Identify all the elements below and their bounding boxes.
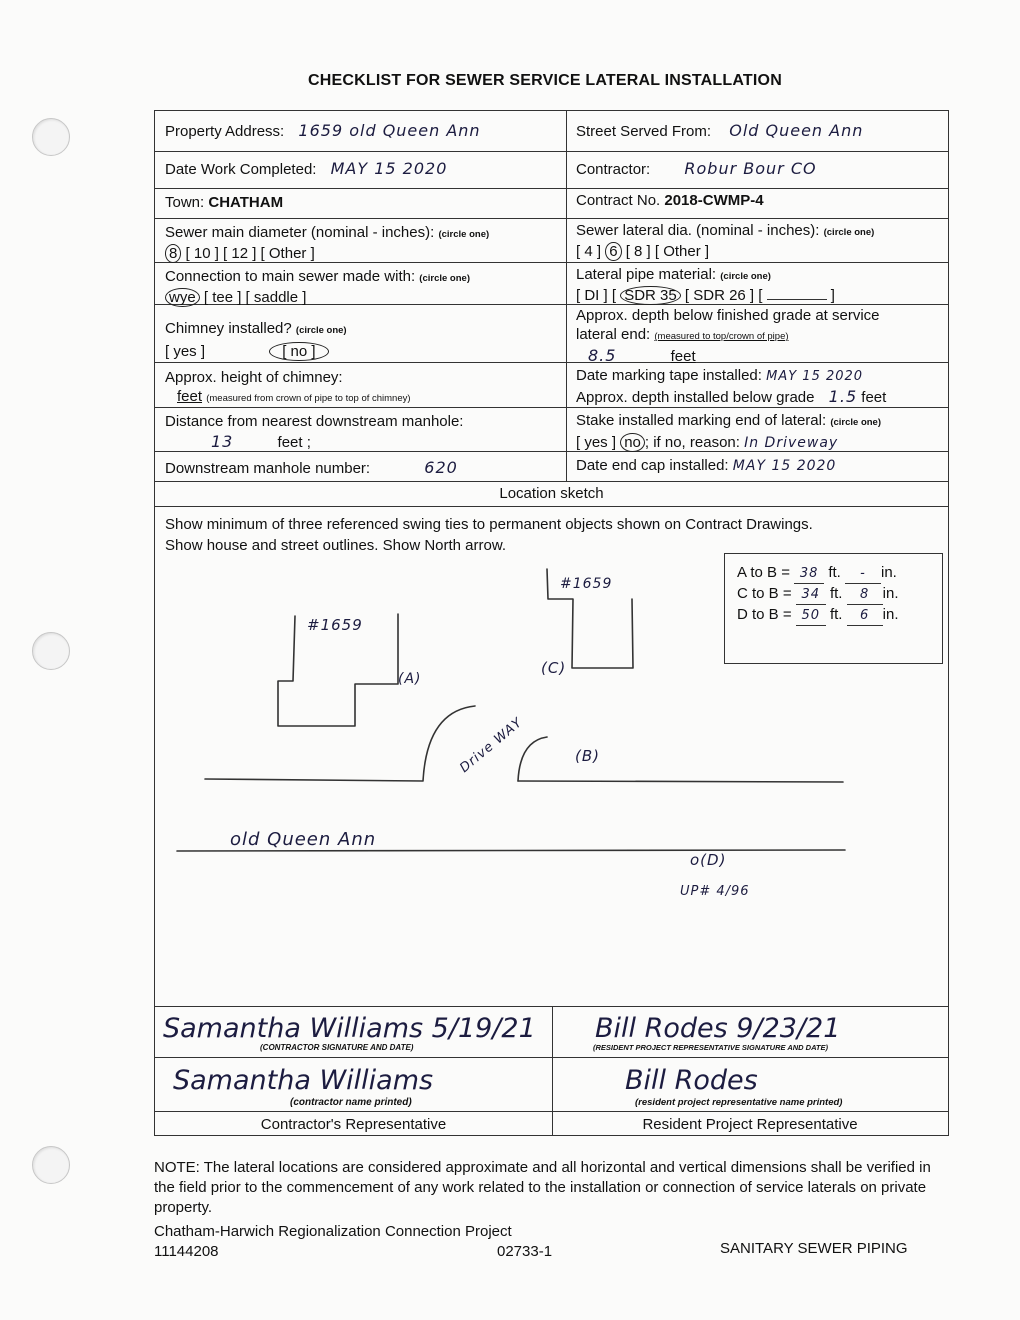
tape-date-label: Date marking tape installed:: [576, 367, 762, 384]
tie-in-value: 6: [847, 606, 883, 626]
lateral-diameter-option-4: [ 4 ]: [576, 243, 602, 260]
tie-label: D to B =: [737, 606, 792, 623]
pipe-material-option-di: [ DI ] [: [576, 287, 617, 304]
manhole-label: Downstream manhole number:: [165, 460, 371, 477]
tie-ft-value: 38: [794, 564, 824, 584]
property-address-label: Property Address:: [165, 123, 285, 140]
connection-selected: wye: [165, 288, 200, 307]
chimney-yes: [ yes ]: [165, 343, 206, 360]
contractor-label: Contractor:: [576, 161, 651, 178]
depth-label-line2: lateral end:: [576, 326, 651, 343]
street-edge: [205, 706, 475, 781]
point-d-label: o(D): [690, 851, 727, 869]
pipe-material-close: ]: [830, 287, 835, 304]
depth-note: (measured to top/crown of pipe): [654, 331, 789, 342]
main-diameter-options: [ 10 ] [ 12 ] [ Other ]: [185, 245, 315, 262]
note-text: NOTE: The lateral locations are considered approximate and all horizontal and vertical dimensions shall be verified in the field prior to the commencement of any work related to the installation or connection of service laterals on private property.: [154, 1159, 931, 1216]
resident-signature-caption: (RESIDENT PROJECT REPRESENTATIVE SIGNATURE AND DATE): [593, 1043, 829, 1052]
property-address-value: 1659 old Queen Ann: [298, 121, 481, 140]
street-served-value: Old Queen Ann: [729, 121, 864, 140]
stake-yes: [ yes ]: [576, 434, 617, 451]
contractor-signature-caption: (CONTRACTOR SIGNATURE AND DATE): [260, 1043, 414, 1052]
chimney-height-label: Approx. height of chimney:: [165, 369, 343, 386]
house-label-right: #1659: [560, 576, 613, 592]
driveway-label: Drive WAY: [457, 715, 526, 776]
point-a-label: (A): [398, 671, 422, 687]
town-value: CHATHAM: [208, 194, 284, 211]
pipe-material-option-sdr26: [ SDR 26 ] [: [684, 287, 763, 304]
stake-reason-label: ; if no, reason:: [644, 434, 740, 451]
footer-project: Chatham-Harwich Regionalization Connection Project: [154, 1223, 512, 1240]
location-sketch-drawing: [155, 111, 948, 1006]
tie-ft-value: 34: [796, 585, 826, 605]
lateral-diameter-selected: 6: [605, 242, 621, 261]
tape-depth-label: Approx. depth installed below grade: [576, 389, 815, 406]
cap-date-label: Date end cap installed:: [576, 457, 729, 474]
lateral-diameter-label: Sewer lateral dia. (nominal - inches):: [576, 222, 820, 239]
utility-pole-label: UP# 4/96: [680, 884, 750, 899]
circle-one-note: (circle one): [823, 227, 875, 238]
point-c-label: (C): [541, 659, 567, 677]
stake-reason-value: In Driveway: [744, 435, 839, 451]
depth-label-line1: Approx. depth below finished grade at service: [576, 307, 880, 324]
tie-ft-value: 50: [796, 606, 826, 626]
checklist-form: [154, 110, 949, 1136]
pipe-material-selected: SDR 35: [620, 286, 681, 305]
tie-in-label: in.: [882, 585, 899, 602]
resident-name-handwritten: Bill Rodes: [625, 1065, 758, 1096]
tape-date-value: MAY 15 2020: [766, 369, 864, 384]
street-served-label: Street Served From:: [576, 123, 712, 140]
contract-no-label: Contract No.: [576, 192, 661, 209]
chimney-height-note: (measured from crown of pipe to top of chimney): [206, 393, 411, 404]
manhole-value: 620: [424, 458, 458, 477]
connection-label: Connection to main sewer made with:: [165, 268, 416, 285]
depth-unit: feet: [670, 348, 696, 365]
tie-ft-label: ft.: [829, 606, 843, 623]
driveway-edge: [518, 737, 547, 781]
tape-depth-value: 1.5: [828, 387, 858, 406]
street-edge-right: [518, 781, 843, 782]
chimney-height-unit: feet: [177, 388, 203, 405]
tie-in-value: -: [845, 564, 881, 584]
distance-label: Distance from nearest downstream manhole:: [165, 413, 464, 430]
tie-label: A to B =: [737, 564, 790, 581]
resident-role-label: Resident Project Representative: [642, 1116, 858, 1133]
tie-in-label: in.: [881, 564, 897, 581]
pipe-material-label: Lateral pipe material:: [576, 266, 717, 283]
tie-label: C to B =: [737, 585, 792, 602]
contractor-name-handwritten: Samantha Williams: [173, 1065, 434, 1096]
street-label: old Queen Ann: [230, 829, 377, 850]
sketch-instructions-line1: Show minimum of three referenced swing ties to permanent objects shown on Contract Drawings.: [165, 516, 813, 533]
footer-page: 02733-1: [497, 1243, 553, 1260]
footer-number: 11144208: [154, 1243, 219, 1260]
tie-in-value: 8: [847, 585, 883, 605]
chimney-no-selected: [ no ]: [269, 342, 328, 361]
circle-one-note: (circle one): [830, 417, 881, 428]
contractor-signature: Samantha Williams 5/19/21: [163, 1013, 536, 1044]
chimney-label: Chimney installed?: [165, 320, 292, 337]
cap-date-value: MAY 15 2020: [732, 458, 837, 474]
street-edge-bottom: [177, 850, 845, 851]
date-completed-value: MAY 15 2020: [330, 159, 448, 178]
main-diameter-selected: 8: [165, 244, 181, 263]
connection-options: [ tee ] [ saddle ]: [203, 289, 307, 306]
sketch-instructions-line2: Show house and street outlines. Show North arrow.: [165, 537, 507, 554]
date-completed-label: Date Work Completed:: [165, 161, 317, 178]
tape-depth-unit: feet: [861, 389, 887, 406]
circle-one-note: (circle one): [720, 271, 771, 282]
circle-one-note: (circle one): [419, 273, 470, 284]
tie-ft-label: ft.: [829, 585, 843, 602]
binder-hole-bottom: [32, 1146, 70, 1184]
circle-one-note: (circle one): [295, 325, 347, 336]
main-diameter-label: Sewer main diameter (nominal - inches):: [165, 224, 435, 241]
house-label-left: #1659: [307, 616, 363, 634]
resident-signature: Bill Rodes 9/23/21: [595, 1013, 841, 1044]
tie-in-label: in.: [882, 606, 899, 623]
lateral-diameter-options: [ 8 ] [ Other ]: [625, 243, 710, 260]
page-title: CHECKLIST FOR SEWER SERVICE LATERAL INSTALLATION: [308, 72, 782, 89]
distance-unit: feet ;: [277, 434, 311, 451]
contractor-name-caption: (contractor name printed): [290, 1097, 412, 1108]
binder-hole-top: [32, 118, 70, 156]
location-sketch-heading: Location sketch: [499, 485, 604, 502]
depth-value: 8.5: [588, 346, 617, 365]
contractor-role-label: Contractor's Representative: [260, 1116, 447, 1133]
contract-no-value: 2018-CWMP-4: [664, 192, 764, 209]
stake-label: Stake installed marking end of lateral:: [576, 412, 827, 429]
distance-value: 13: [211, 432, 234, 451]
footer-section: SANITARY SEWER PIPING: [720, 1240, 908, 1257]
stake-no-selected: no: [620, 433, 645, 452]
binder-hole-middle: [32, 632, 70, 670]
point-b-label: (B): [575, 747, 600, 765]
tie-ft-label: ft.: [828, 564, 841, 581]
resident-name-caption: (resident project representative name printed): [635, 1097, 843, 1108]
contractor-value: Robur Bour CO: [684, 159, 817, 178]
circle-one-note: (circle one): [438, 229, 490, 240]
town-label: Town:: [165, 194, 205, 211]
